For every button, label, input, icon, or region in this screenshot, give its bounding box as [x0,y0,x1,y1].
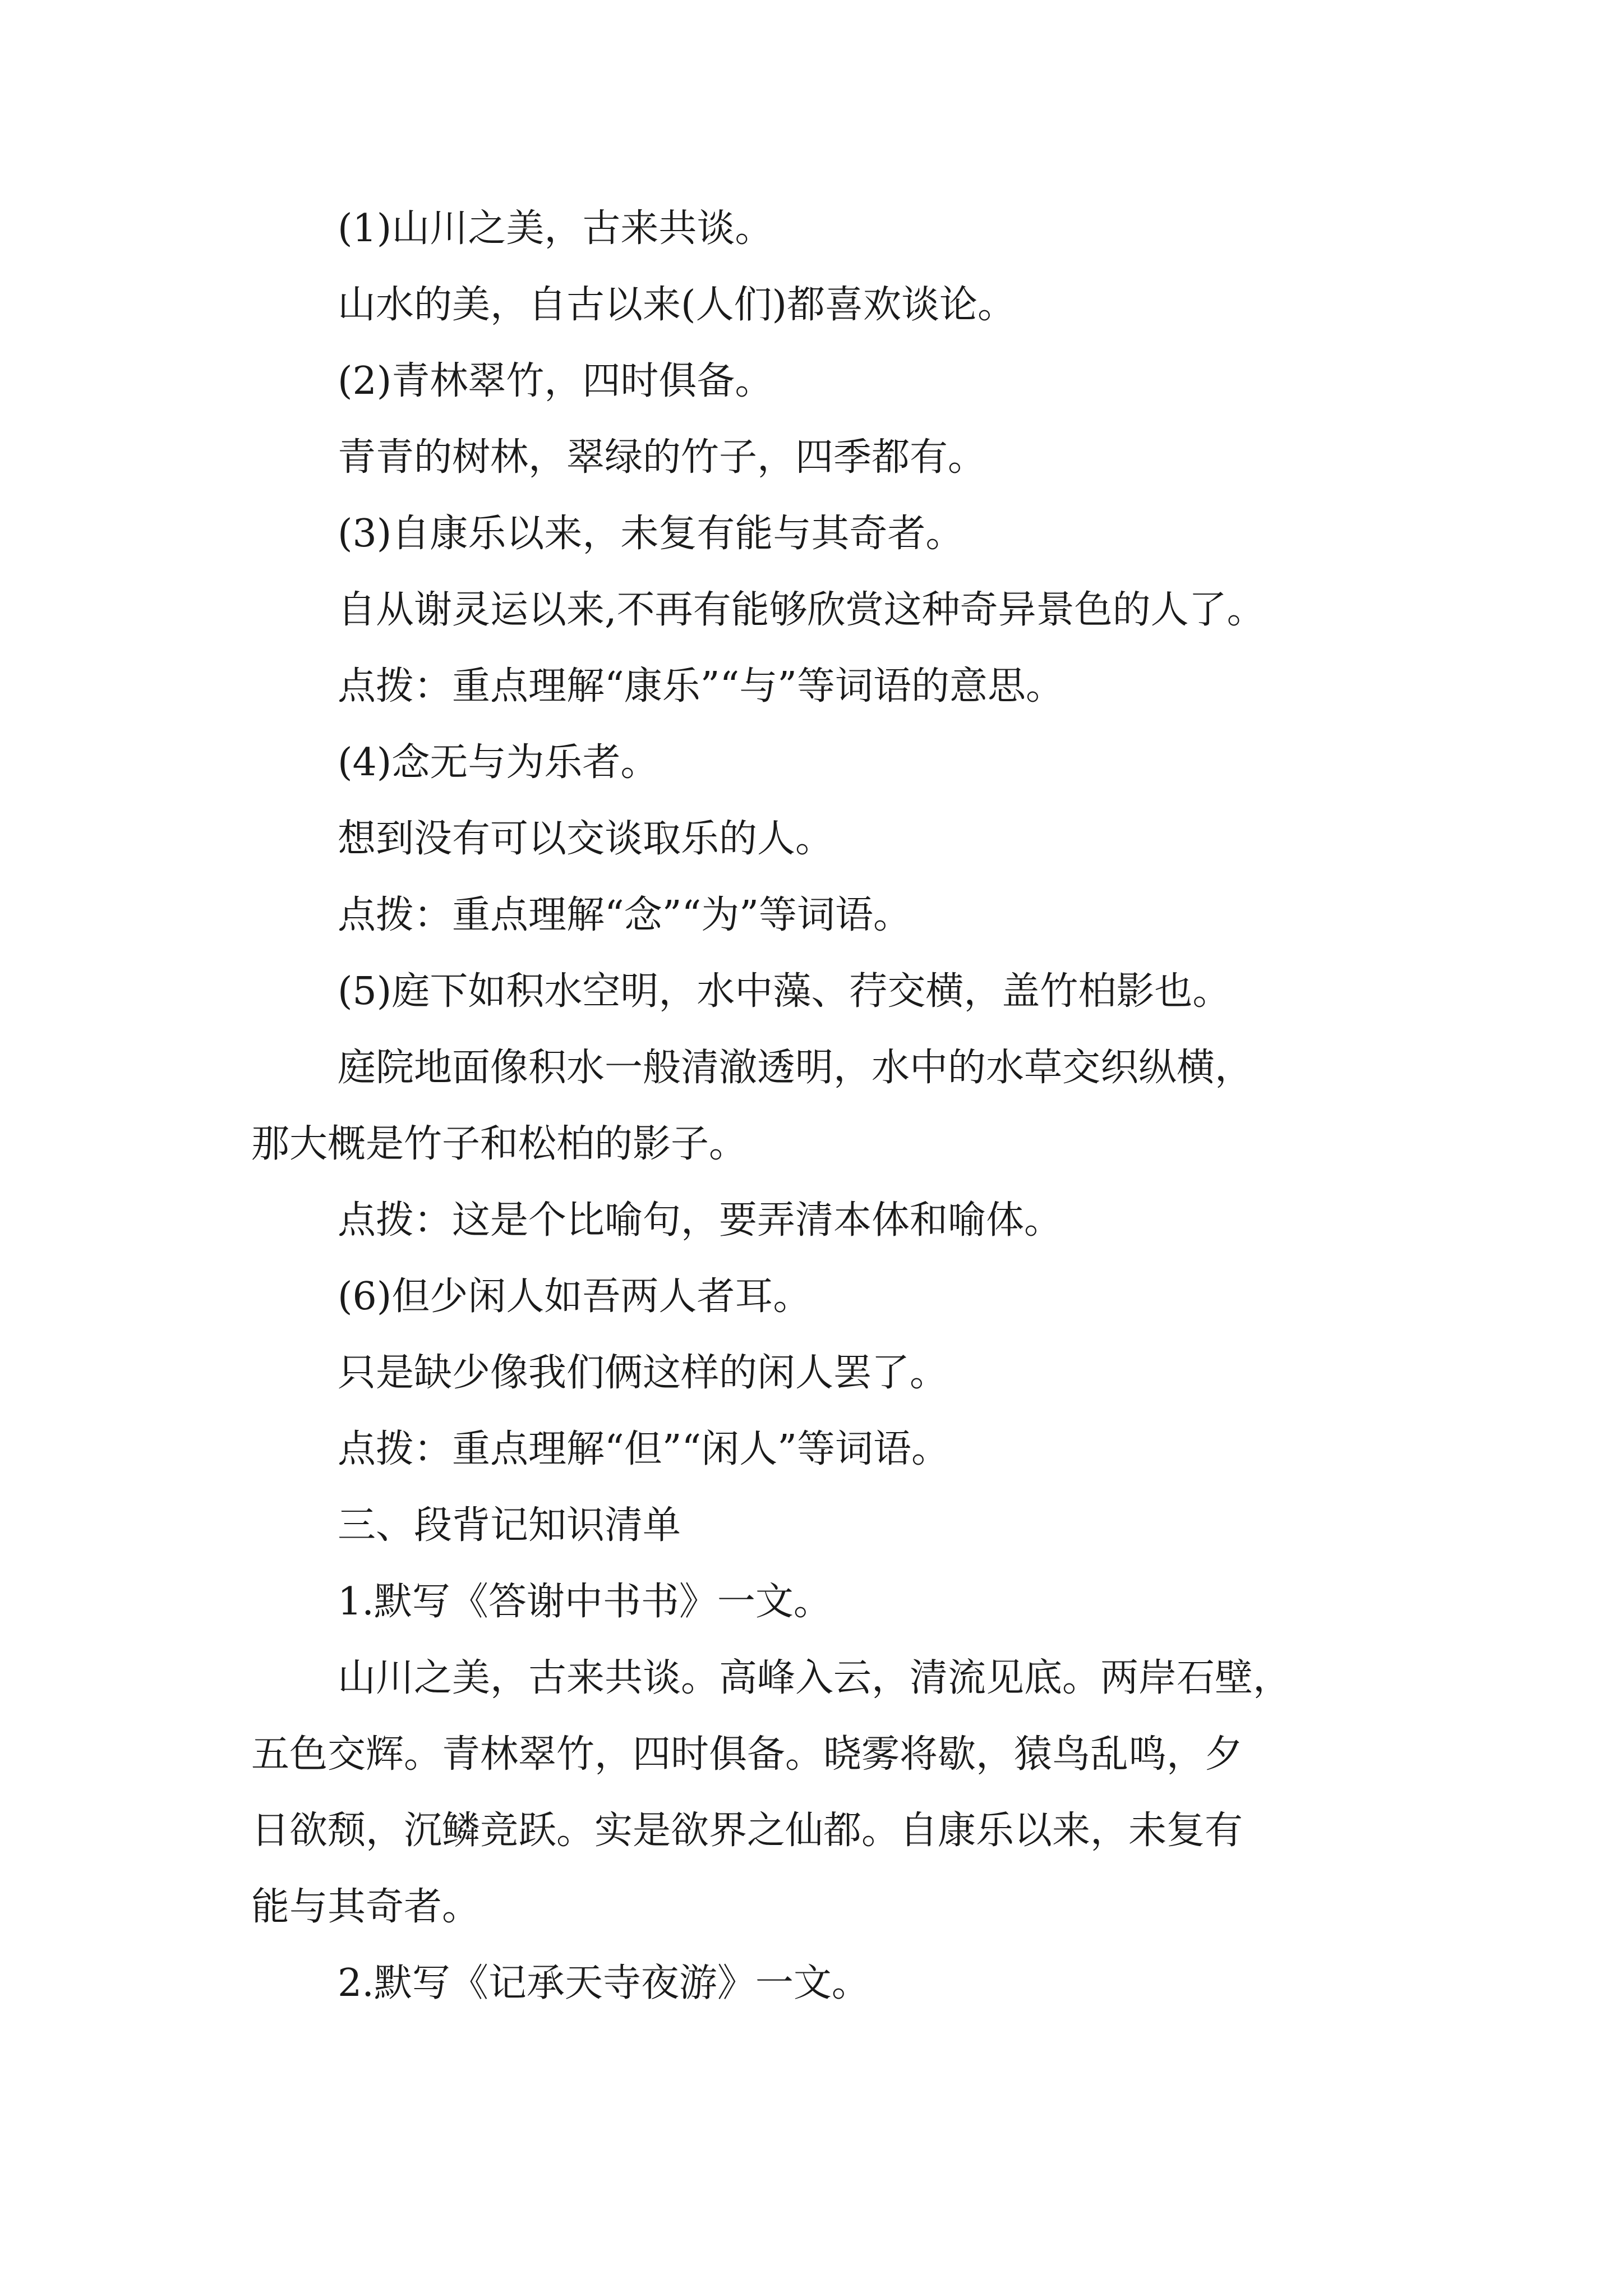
text-line: (4)念无与为乐者。 [338,740,659,785]
text-line: 那大概是竹子和松柏的影子。 [251,1122,748,1166]
text-line: 日欲颓，沉鳞竞跃。实是欲界之仙都。自康乐以来，未复有 [251,1809,1243,1853]
text-line: 山水的美，自古以来(人们)都喜欢谈论。 [338,283,1016,327]
text-line: 点拨：重点理解“念”“为”等词语。 [338,893,912,937]
text-line: (1)山川之美，古来共谈。 [338,206,773,251]
text-line: 五色交辉。青林翠竹，四时俱备。晓雾将歇，猿鸟乱鸣，夕 [251,1732,1243,1777]
text-line: 2.默写《记承天寺夜游》一文。 [338,1961,870,2005]
text-line: (6)但少闲人如吾两人者耳。 [338,1274,811,1319]
document-body [251,191,1384,2022]
text-line: 青青的树林，翠绿的竹子，四季都有。 [338,435,986,480]
text-line: 能与其奇者。 [251,1885,481,1929]
text-line: 想到没有可以交谈取乐的人。 [338,817,834,861]
text-line: 1.默写《答谢中书书》一文。 [338,1580,832,1624]
text-line: (3)自康乐以来，未复有能与其奇者。 [338,512,964,556]
text-line: 山川之美，古来共谈。高峰入云，清流见底。两岸石壁， [338,1656,1292,1700]
text-line: 自从谢灵运以来,不再有能够欣赏这种奇异景色的人了。 [338,588,1265,632]
section-heading: 三、段背记知识清单 [338,1503,681,1548]
text-line: 庭院地面像积水一般清澈透明，水中的水草交织纵横， [338,1046,1253,1090]
text-line: 点拨：这是个比喻句，要弄清本体和喻体。 [338,1198,1063,1243]
text-line: 点拨：重点理解“但”“闲人”等词语。 [338,1427,950,1471]
text-line: 点拨：重点理解“康乐”“与”等词语的意思。 [338,664,1064,708]
text-line: (2)青林翠竹，四时俱备。 [338,359,773,403]
text-line: (5)庭下如积水空明，水中藻、荇交横，盖竹柏影也。 [338,969,1231,1014]
text-line: 只是缺少像我们俩这样的闲人罢了。 [338,1351,948,1395]
